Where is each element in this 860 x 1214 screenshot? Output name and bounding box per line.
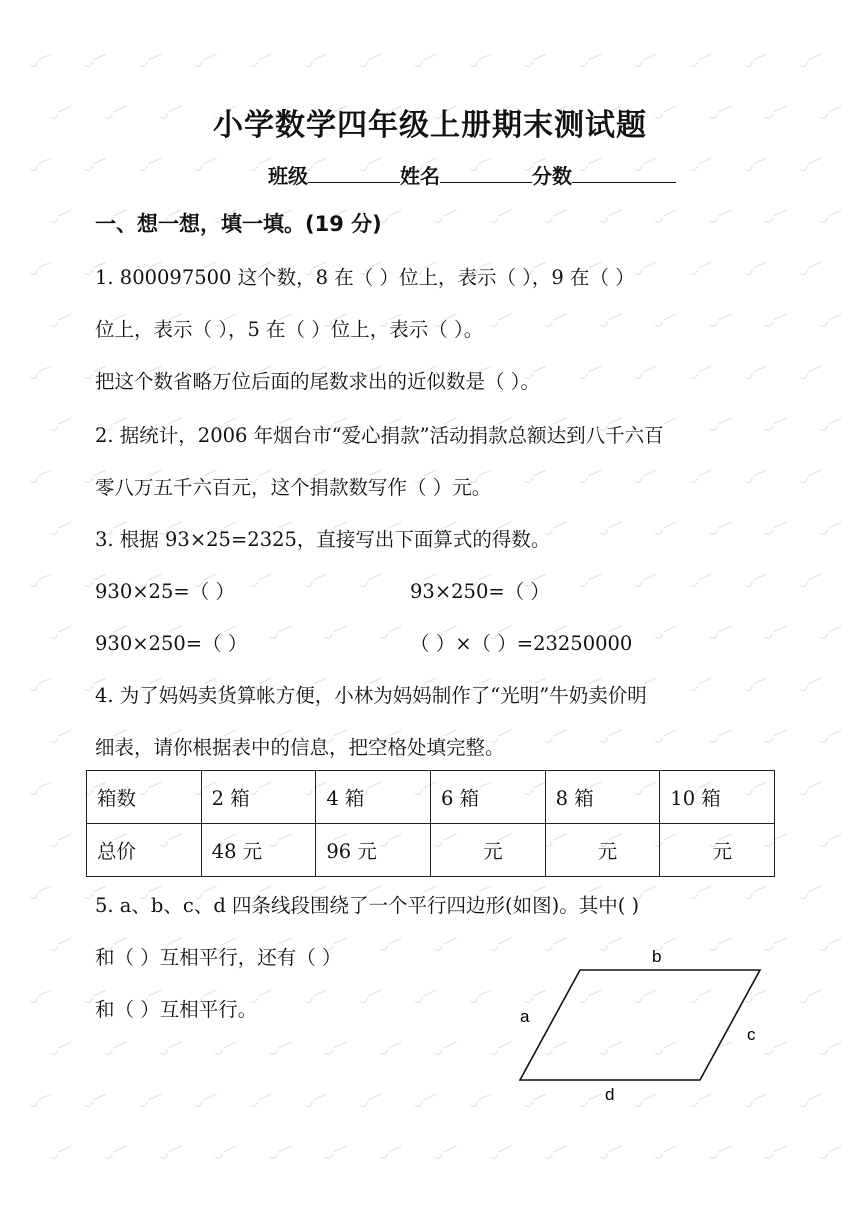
watermark-mark — [50, 210, 73, 224]
watermark-mark — [820, 522, 843, 536]
watermark-mark — [195, 1094, 218, 1108]
table-cell: 2 箱 — [201, 771, 316, 824]
question-2-line-1: 2. 据统计，2006 年烟台市“爱心捐款”活动捐款总额达到八千六百 — [95, 424, 664, 447]
watermark-mark — [580, 54, 603, 68]
watermark-mark — [765, 730, 788, 744]
watermark-mark — [380, 1146, 403, 1160]
question-1-line-2: 位上，表示（ ），5 在（ ）位上，表示（ ）。 — [95, 318, 484, 341]
watermark-mark — [250, 54, 273, 68]
price-table — [86, 770, 775, 877]
watermark-mark — [435, 1146, 458, 1160]
watermark-mark — [800, 158, 823, 172]
question-3-item-b: 93×250=（ ） — [410, 580, 550, 603]
parallelogram-shape — [520, 970, 760, 1080]
watermark-mark — [30, 782, 53, 796]
watermark-mark — [820, 314, 843, 328]
score-label: 分数 — [532, 164, 572, 188]
question-1-line-1: 1. 800097500 这个数，8 在（ ）位上，表示（ ），9 在（ ） — [95, 266, 635, 289]
watermark-mark — [490, 1146, 513, 1160]
question-5-line-1: 5. a、b、c、d 四条线段围绕了一个平行四边形(如图)。其中( ) — [95, 894, 640, 917]
table-cell: 96 元 — [316, 824, 431, 877]
watermark-mark — [470, 54, 493, 68]
watermark-mark — [690, 54, 713, 68]
watermark-mark — [30, 678, 53, 692]
watermark-mark — [545, 314, 568, 328]
watermark-mark — [490, 210, 513, 224]
watermark-mark — [820, 1042, 843, 1056]
watermark-mark — [745, 886, 768, 900]
table-cell: 总价 — [87, 824, 202, 877]
watermark-mark — [800, 886, 823, 900]
watermark-mark — [800, 678, 823, 692]
class-blank[interactable] — [308, 162, 400, 183]
watermark-mark — [655, 730, 678, 744]
watermark-mark — [800, 990, 823, 1004]
watermark-mark — [195, 54, 218, 68]
watermark-mark — [470, 1094, 493, 1108]
watermark-mark — [800, 262, 823, 276]
watermark-mark — [30, 886, 53, 900]
watermark-mark — [380, 1042, 403, 1056]
watermark-mark — [635, 366, 658, 380]
watermark-mark — [820, 938, 843, 952]
watermark-mark — [635, 470, 658, 484]
watermark-mark — [85, 158, 108, 172]
watermark-mark — [490, 1042, 513, 1056]
watermark-mark — [690, 574, 713, 588]
watermark-mark — [415, 990, 438, 1004]
watermark-mark — [305, 54, 328, 68]
question-3-item-d: （ ）×（ ）=23250000 — [410, 632, 633, 655]
watermark-mark — [250, 1094, 273, 1108]
student-info-row — [268, 160, 676, 189]
watermark-mark — [580, 470, 603, 484]
question-5-line-2: 和（ ）互相平行，还有（ ） — [95, 946, 342, 969]
watermark-mark — [820, 1146, 843, 1160]
table-cell: 10 箱 — [660, 771, 775, 824]
watermark-mark — [50, 522, 73, 536]
watermark-mark — [765, 418, 788, 432]
watermark-mark — [380, 938, 403, 952]
watermark-mark — [745, 262, 768, 276]
watermark-mark — [655, 314, 678, 328]
watermark-mark — [30, 574, 53, 588]
watermark-mark — [800, 1094, 823, 1108]
label-b: b — [652, 947, 662, 966]
watermark-mark — [635, 262, 658, 276]
watermark-mark — [600, 522, 623, 536]
watermark-mark — [800, 782, 823, 796]
watermark-mark — [545, 210, 568, 224]
watermark-mark — [415, 1094, 438, 1108]
watermark-mark — [380, 210, 403, 224]
watermark-mark — [305, 574, 328, 588]
watermark-mark — [30, 366, 53, 380]
watermark-mark — [765, 626, 788, 640]
watermark-mark — [195, 158, 218, 172]
watermark-mark — [435, 1042, 458, 1056]
label-a: a — [520, 1007, 530, 1026]
watermark-mark — [360, 574, 383, 588]
watermark-mark — [710, 418, 733, 432]
watermark-mark — [305, 990, 328, 1004]
watermark-mark — [745, 574, 768, 588]
table-cell: 4 箱 — [316, 771, 431, 824]
watermark-mark — [490, 938, 513, 952]
table-cell-answer[interactable]: 元 — [545, 824, 660, 877]
watermark-mark — [30, 990, 53, 1004]
watermark-mark — [105, 1042, 128, 1056]
watermark-mark — [270, 1042, 293, 1056]
watermark-mark — [635, 54, 658, 68]
class-label: 班级 — [268, 164, 308, 188]
watermark-mark — [580, 366, 603, 380]
watermark-mark — [745, 366, 768, 380]
parallelogram-figure — [515, 940, 775, 1110]
watermark-mark — [435, 210, 458, 224]
watermark-mark — [765, 314, 788, 328]
watermark-mark — [215, 1146, 238, 1160]
watermark-mark — [30, 470, 53, 484]
watermark-mark — [600, 1146, 623, 1160]
watermark-mark — [30, 158, 53, 172]
watermark-mark — [380, 626, 403, 640]
watermark-mark — [140, 1094, 163, 1108]
watermark-mark — [690, 262, 713, 276]
watermark-mark — [105, 1146, 128, 1160]
watermark-mark — [215, 1042, 238, 1056]
watermark-mark — [820, 834, 843, 848]
question-4-line-1: 4. 为了妈妈卖货算帐方便，小林为妈妈制作了“光明”牛奶卖价明 — [95, 684, 647, 707]
table-cell-answer[interactable]: 元 — [430, 824, 545, 877]
watermark-mark — [360, 1094, 383, 1108]
question-4-line-2: 细表，请你根据表中的信息，把空格处填完整。 — [95, 736, 505, 759]
watermark-mark — [580, 574, 603, 588]
question-3-line-1: 3. 根据 93×25=2325，直接写出下面算式的得数。 — [95, 528, 551, 551]
watermark-mark — [820, 730, 843, 744]
watermark-mark — [490, 314, 513, 328]
watermark-mark — [270, 1146, 293, 1160]
watermark-mark — [85, 1094, 108, 1108]
watermark-mark — [690, 158, 713, 172]
table-row — [87, 824, 775, 877]
watermark-mark — [745, 54, 768, 68]
watermark-mark — [765, 1146, 788, 1160]
watermark-mark — [745, 678, 768, 692]
watermark-mark — [30, 54, 53, 68]
watermark-mark — [765, 210, 788, 224]
watermark-mark — [800, 574, 823, 588]
table-cell: 箱数 — [87, 771, 202, 824]
page-title: 小学数学四年级上册期末测试题 — [213, 108, 647, 143]
watermark-mark — [50, 626, 73, 640]
watermark-mark — [690, 678, 713, 692]
watermark-mark — [470, 990, 493, 1004]
watermark-mark — [655, 522, 678, 536]
label-d: d — [605, 1085, 615, 1104]
watermark-mark — [820, 210, 843, 224]
watermark-mark — [50, 1042, 73, 1056]
section-heading: 一、想一想，填一填。(19 分) — [95, 212, 382, 236]
watermark-mark — [30, 1094, 53, 1108]
watermark-mark — [655, 210, 678, 224]
watermark-mark — [545, 730, 568, 744]
watermark-mark — [415, 54, 438, 68]
watermark-mark — [820, 418, 843, 432]
table-row — [87, 771, 775, 824]
table-cell: 8 箱 — [545, 771, 660, 824]
watermark-mark — [745, 158, 768, 172]
watermark-mark — [655, 1146, 678, 1160]
watermark-mark — [710, 626, 733, 640]
watermark-mark — [305, 1094, 328, 1108]
watermark-mark — [800, 54, 823, 68]
watermark-mark — [710, 1146, 733, 1160]
watermark-mark — [525, 470, 548, 484]
watermark-mark — [160, 1042, 183, 1056]
question-2-line-2: 零八万五千六百元，这个捐款数写作（ ）元。 — [95, 476, 492, 499]
watermark-mark — [690, 470, 713, 484]
watermark-mark — [50, 1146, 73, 1160]
watermark-mark — [250, 574, 273, 588]
watermark-mark — [85, 54, 108, 68]
name-label: 姓名 — [400, 164, 440, 188]
watermark-mark — [435, 938, 458, 952]
watermark-mark — [765, 522, 788, 536]
name-blank[interactable] — [440, 162, 532, 183]
watermark-mark — [710, 522, 733, 536]
watermark-mark — [690, 886, 713, 900]
watermark-mark — [50, 730, 73, 744]
watermark-mark — [710, 210, 733, 224]
watermark-mark — [820, 626, 843, 640]
table-cell-answer[interactable]: 元 — [660, 824, 775, 877]
watermark-mark — [30, 262, 53, 276]
question-5-line-3: 和（ ）互相平行。 — [95, 998, 258, 1021]
watermark-mark — [690, 366, 713, 380]
watermark-mark — [655, 626, 678, 640]
watermark-mark — [800, 366, 823, 380]
watermark-mark — [635, 574, 658, 588]
watermark-mark — [360, 54, 383, 68]
watermark-mark — [525, 54, 548, 68]
watermark-mark — [600, 730, 623, 744]
watermark-mark — [545, 1146, 568, 1160]
table-cell: 48 元 — [201, 824, 316, 877]
watermark-mark — [50, 418, 73, 432]
watermark-mark — [50, 834, 73, 848]
watermark-mark — [325, 1146, 348, 1160]
watermark-mark — [710, 314, 733, 328]
watermark-mark — [710, 730, 733, 744]
watermark-mark — [140, 54, 163, 68]
watermark-mark — [50, 314, 73, 328]
table-cell: 6 箱 — [430, 771, 545, 824]
watermark-mark — [600, 210, 623, 224]
watermark-mark — [50, 938, 73, 952]
label-c: c — [747, 1025, 756, 1044]
watermark-mark — [745, 470, 768, 484]
watermark-mark — [360, 990, 383, 1004]
watermark-mark — [140, 158, 163, 172]
score-blank[interactable] — [572, 162, 676, 183]
question-3-item-c: 930×250=（ ） — [95, 632, 248, 655]
watermark-mark — [800, 470, 823, 484]
question-1-line-3: 把这个数省略万位后面的尾数求出的近似数是（ ）。 — [95, 370, 540, 393]
watermark-mark — [160, 1146, 183, 1160]
watermark-mark — [325, 626, 348, 640]
watermark-mark — [325, 1042, 348, 1056]
question-3-item-a: 930×25=（ ） — [95, 580, 235, 603]
watermark-mark — [270, 626, 293, 640]
watermark-mark — [600, 314, 623, 328]
